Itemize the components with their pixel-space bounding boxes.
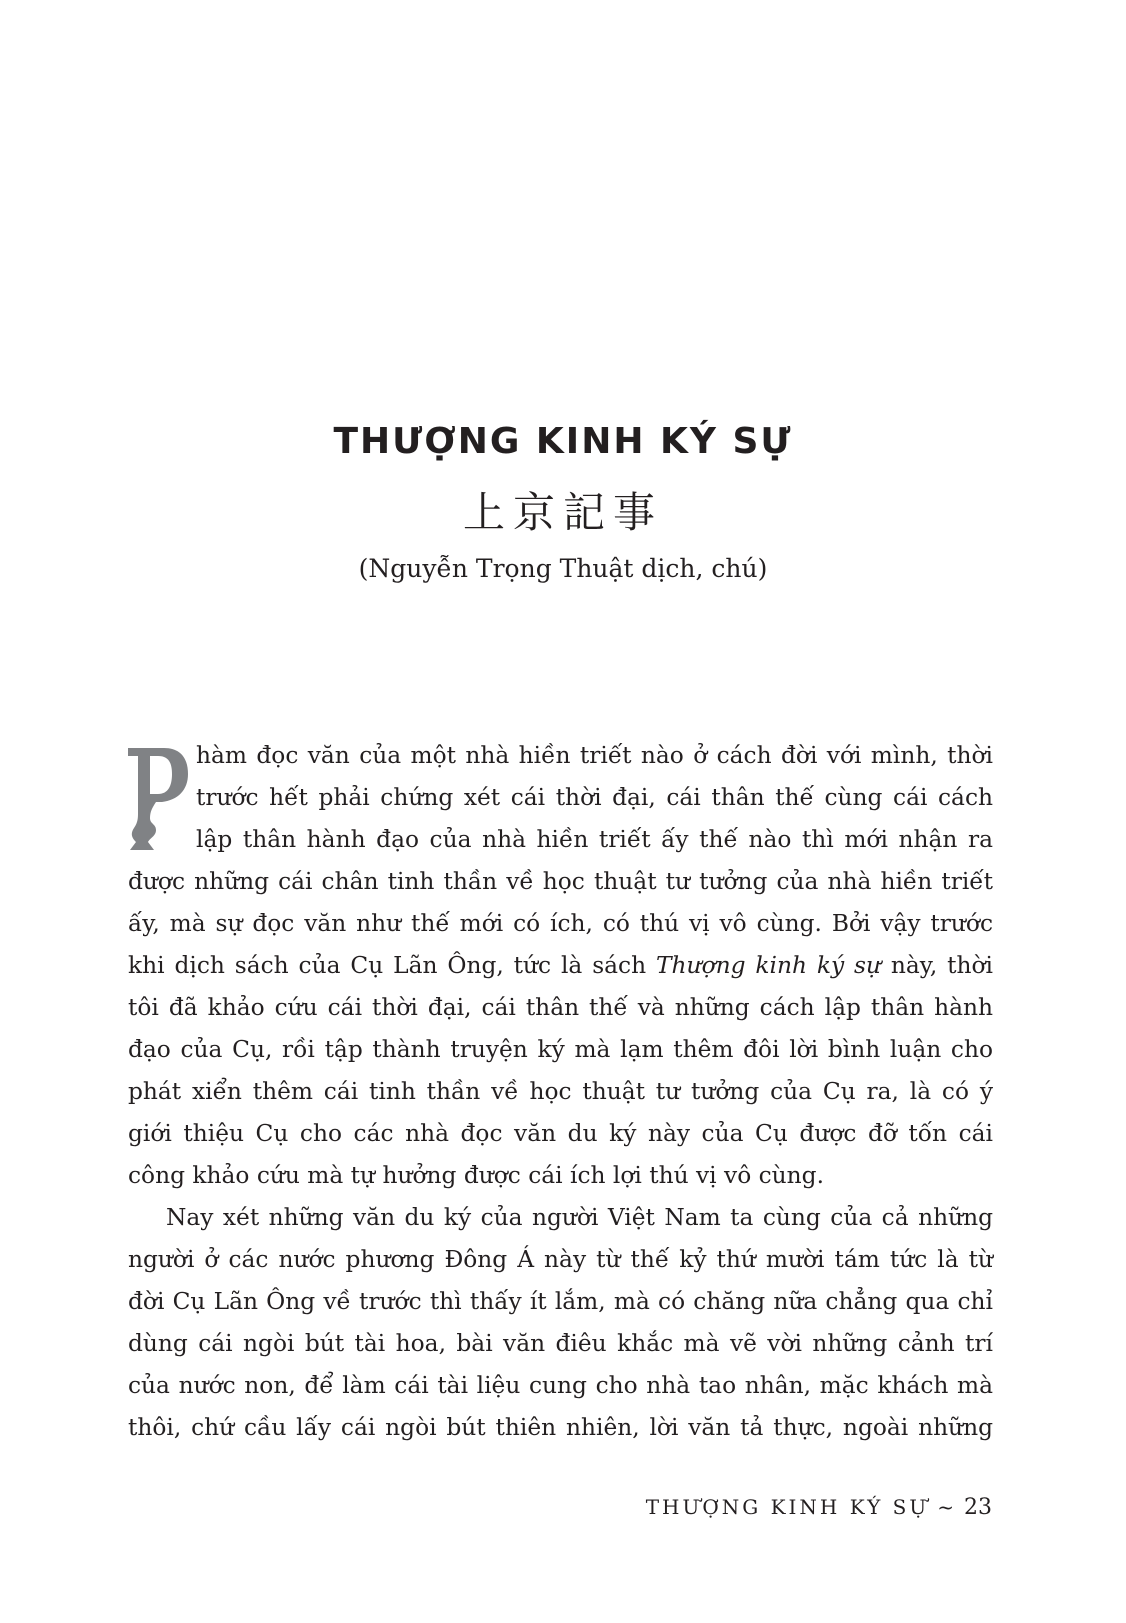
book-title-italic: Thượng kinh ký sự: [656, 952, 881, 979]
line-text-before-italic: khi dịch sách của Cụ Lãn Ông, tức là sách: [128, 952, 657, 979]
paragraph1-line: được những cái chân tinh thần về học thuật tư tưởng của nhà hiền triết: [128, 868, 993, 895]
paragraph1-line: ấy, mà sự đọc văn như thế mới có ích, có thú vị vô cùng. Bởi vậy trước: [128, 910, 993, 937]
paragraph1-line: đạo của Cụ, rồi tập thành truyện ký mà lạm thêm đôi lời bình luận cho: [128, 1036, 993, 1063]
page-number: 23: [964, 1495, 992, 1520]
chapter-title: THƯỢNG KINH KÝ SỰ: [333, 421, 793, 462]
paragraph2-line: thôi, chứ cầu lấy cái ngòi bút thiên nhiên, lời văn tả thực, ngoài những: [128, 1414, 993, 1441]
line-text-after-italic: này, thời: [881, 952, 993, 979]
paragraph1-line: hàm đọc văn của một nhà hiền triết nào ở cách đời với mình, thời: [196, 742, 993, 769]
chapter-title-cjk: 上京記事: [462, 488, 663, 537]
footer-tilde: ~: [937, 1495, 954, 1519]
paragraph1-line: trước hết phải chứng xét cái thời đại, cái thân thế cùng cái cách: [196, 784, 993, 811]
paragraph1-line: công khảo cứu mà tự hưởng được cái ích lợi thú vị vô cùng.: [128, 1162, 825, 1189]
paragraph2-line: Nay xét những văn du ký của người Việt Nam ta cùng của cả những: [166, 1204, 993, 1231]
body-text: [128, 735, 993, 1449]
chapter-subtitle: (Nguyễn Trọng Thuật dịch, chú): [358, 554, 768, 583]
paragraph1-line-with-italic: [128, 945, 993, 987]
paragraph2-line: đời Cụ Lãn Ông về trước thì thấy ít lắm, mà có chăng nữa chẳng qua chỉ: [128, 1288, 993, 1315]
paragraph1-line: giới thiệu Cụ cho các nhà đọc văn du ký này của Cụ được đỡ tốn cái: [128, 1120, 993, 1147]
paragraph2-line: dùng cái ngòi bút tài hoa, bài văn điêu khắc mà vẽ vời những cảnh trí: [128, 1330, 993, 1357]
paragraph2-line: người ở các nước phương Đông Á này từ thế kỷ thứ mười tám tức là từ: [128, 1246, 993, 1273]
running-footer: [646, 1495, 992, 1520]
running-title: THƯỢNG KINH KÝ SỰ: [645, 1495, 930, 1519]
paragraph1-line: phát xiển thêm cái tinh thần về học thuật tư tưởng của Cụ ra, là có ý: [128, 1078, 993, 1105]
paragraph1-line: tôi đã khảo cứu cái thời đại, cái thân thế và những cách lập thân hành: [128, 994, 993, 1021]
paragraph2-line: của nước non, để làm cái tài liệu cung cho nhà tao nhân, mặc khách mà: [128, 1372, 993, 1399]
paragraph1-line: lập thân hành đạo của nhà hiền triết ấy thế nào thì mới nhận ra: [196, 826, 993, 853]
